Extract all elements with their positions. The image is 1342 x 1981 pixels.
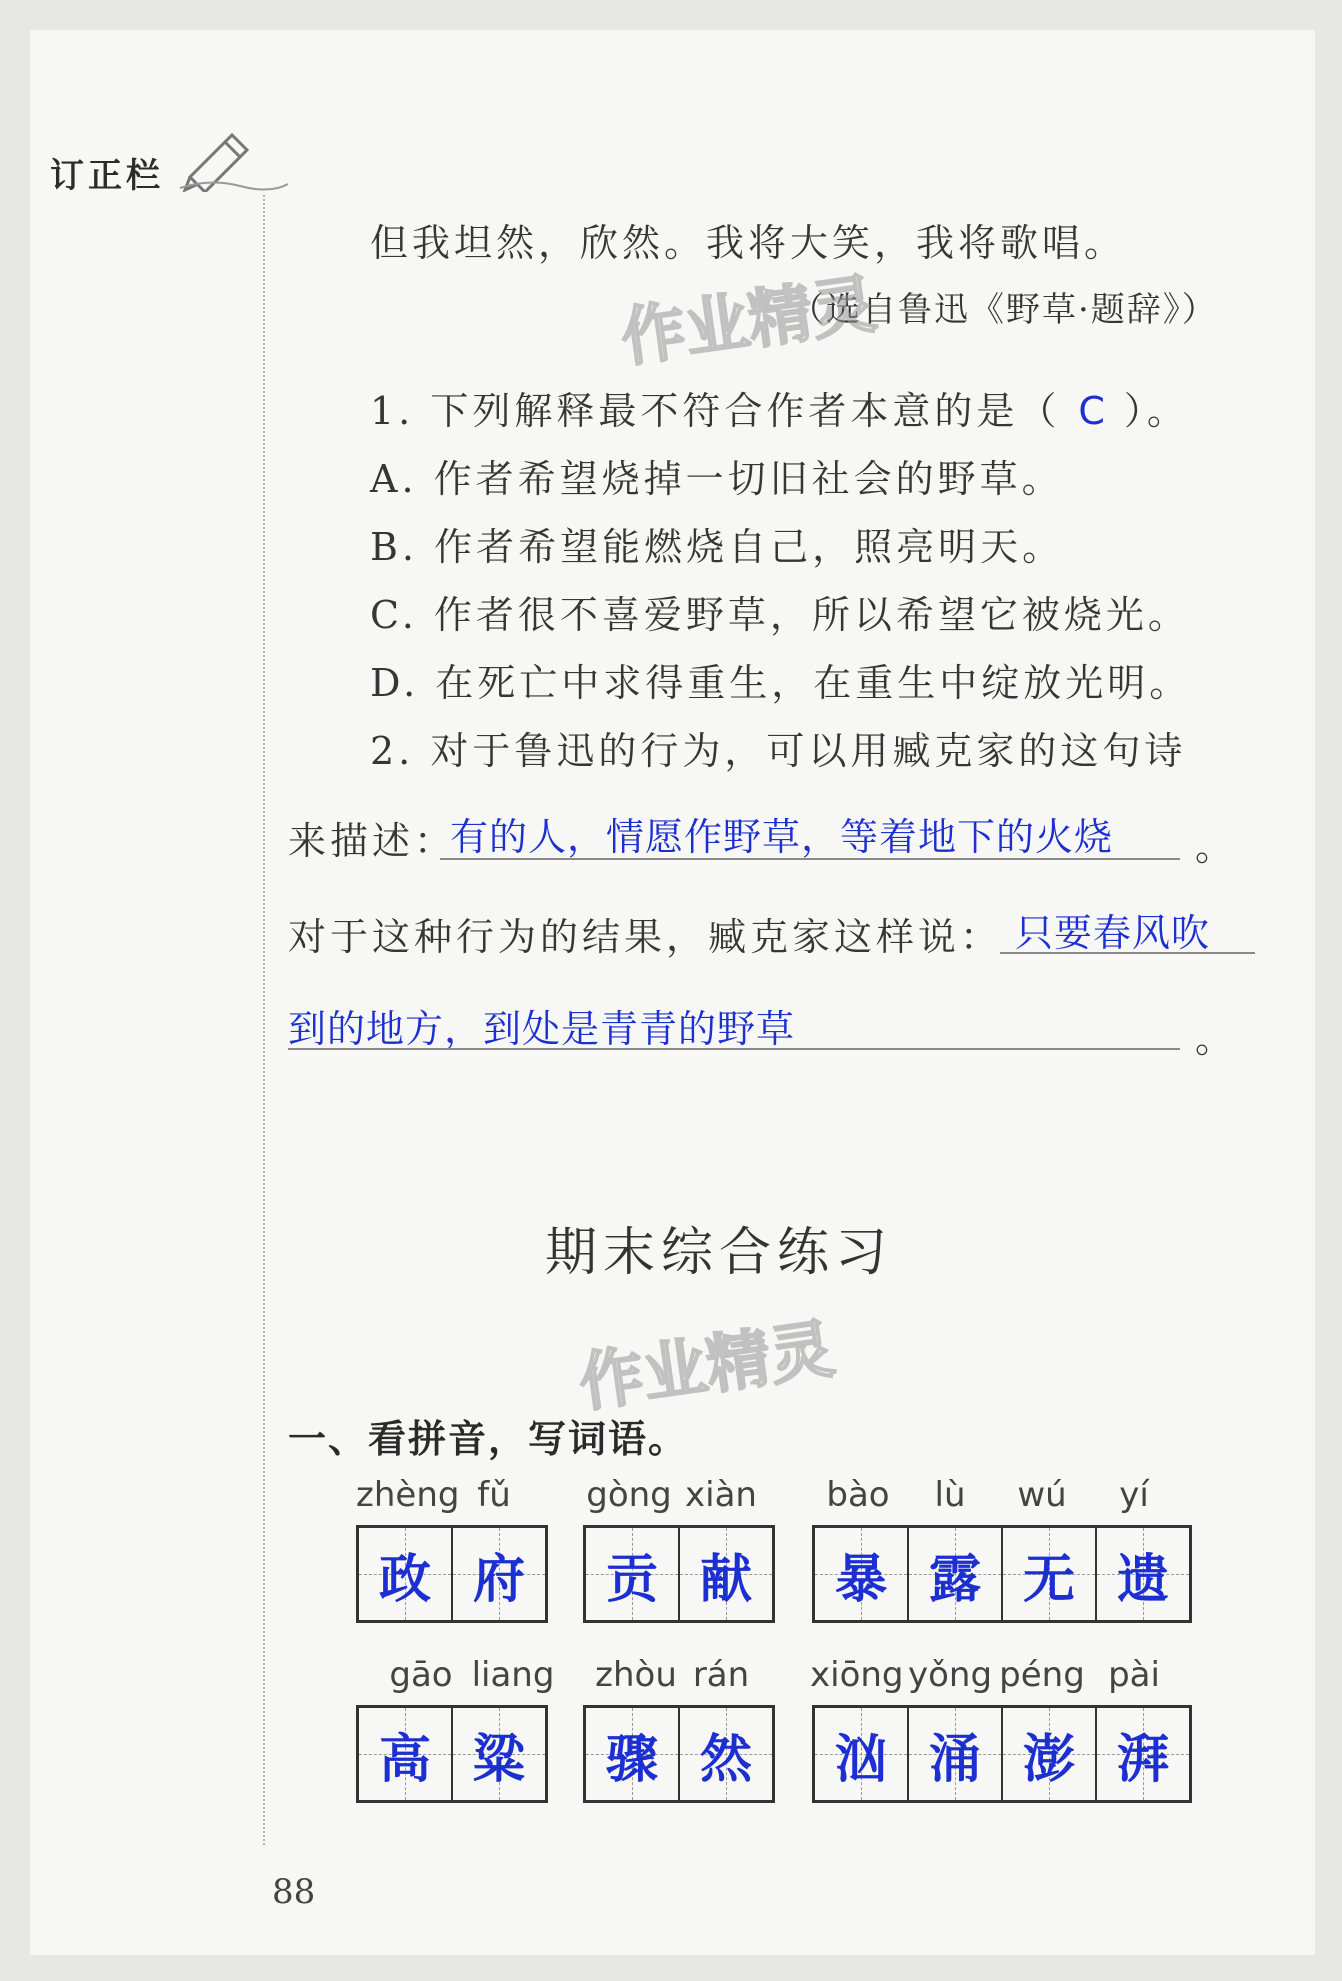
char-cell bbox=[451, 1528, 545, 1620]
pinyin-label: xiàn bbox=[685, 1475, 757, 1515]
char-cell bbox=[815, 1528, 907, 1620]
char-cell bbox=[586, 1528, 678, 1620]
watermark: 作业精灵 bbox=[616, 267, 881, 377]
written-char: 高 bbox=[378, 1728, 431, 1790]
char-cell bbox=[1095, 1708, 1189, 1800]
word-grid-gongxian bbox=[583, 1525, 775, 1623]
char-cell bbox=[907, 1708, 1001, 1800]
question-2-line1-prefix: 来描述： bbox=[288, 819, 457, 863]
written-char: 骤 bbox=[605, 1728, 658, 1790]
pinyin-label: lù bbox=[934, 1475, 966, 1515]
option-d: D. 在死亡中求得重生，在重生中绽放光明。 bbox=[370, 661, 1192, 705]
char-cell bbox=[815, 1708, 907, 1800]
question-1-answer: C bbox=[1078, 389, 1106, 433]
written-char: 粱 bbox=[472, 1728, 525, 1790]
pinyin-label: liang bbox=[471, 1655, 555, 1695]
pinyin-label: fǔ bbox=[477, 1475, 511, 1515]
char-cell bbox=[1095, 1528, 1189, 1620]
poem-last-line: 但我坦然，欣然。我将大笑，我将歌唱。 bbox=[370, 221, 1127, 265]
word-grid-zhouran bbox=[583, 1705, 775, 1803]
char-cell bbox=[586, 1708, 678, 1800]
pinyin-label: yí bbox=[1119, 1475, 1149, 1515]
question-1-stem bbox=[370, 380, 1189, 435]
answer-1-period: 。 bbox=[1195, 825, 1238, 869]
pinyin-label: zhòu bbox=[595, 1655, 677, 1695]
pinyin-label: wú bbox=[1017, 1475, 1067, 1515]
question-1-stem-text: 1. 下列解释最不符合作者本意的是（ bbox=[370, 389, 1061, 433]
pinyin-label: yǒng bbox=[907, 1655, 993, 1695]
question-2-answer-2-part2: 到的地方，到处是青青的野草 bbox=[288, 1007, 796, 1051]
written-char: 然 bbox=[699, 1728, 752, 1790]
pencil-icon bbox=[170, 122, 290, 192]
written-char: 汹 bbox=[834, 1728, 887, 1790]
pinyin-label: gāo bbox=[389, 1655, 453, 1695]
watermark-2: 作业精灵 bbox=[574, 1312, 839, 1422]
written-char: 政 bbox=[378, 1548, 431, 1610]
written-char: 涌 bbox=[928, 1728, 981, 1790]
option-b: B. 作者希望能燃烧自己，照亮明天。 bbox=[370, 525, 1065, 569]
written-char: 遗 bbox=[1116, 1548, 1169, 1610]
pinyin-label: xiōng bbox=[810, 1655, 904, 1695]
pinyin-label: bào bbox=[826, 1475, 890, 1515]
exercise-heading: 一、看拼音，写词语。 bbox=[288, 1417, 689, 1461]
char-cell bbox=[451, 1708, 545, 1800]
answer-2-underline-bottom bbox=[288, 1048, 1180, 1050]
question-2-answer-2-part1: 只要春风吹 bbox=[1015, 911, 1211, 955]
written-char: 贡 bbox=[605, 1548, 658, 1610]
workbook-page bbox=[30, 30, 1315, 1955]
word-grid-xiongyongpengpai bbox=[812, 1705, 1192, 1803]
written-char: 无 bbox=[1022, 1548, 1075, 1610]
pinyin-label: rán bbox=[692, 1655, 750, 1695]
option-c: C. 作者很不喜爱野草，所以希望它被烧光。 bbox=[370, 593, 1190, 637]
poem-source: （选自鲁迅《野草·题辞》） bbox=[790, 290, 1218, 330]
word-grid-gaoliang bbox=[356, 1705, 548, 1803]
pinyin-label: zhèng bbox=[356, 1475, 460, 1515]
char-cell bbox=[1001, 1708, 1095, 1800]
char-cell bbox=[907, 1528, 1001, 1620]
written-char: 暴 bbox=[834, 1548, 887, 1610]
pinyin-label: gòng bbox=[586, 1475, 672, 1515]
written-char: 献 bbox=[699, 1548, 752, 1610]
char-cell bbox=[359, 1708, 451, 1800]
correction-column-title: 订正栏 bbox=[50, 156, 164, 196]
question-2-line2-prefix: 对于这种行为的结果，臧克家这样说： bbox=[288, 915, 1003, 959]
question-1-stem-end: ）。 bbox=[1123, 389, 1189, 433]
char-cell bbox=[1001, 1528, 1095, 1620]
question-2-stem: 2. 对于鲁迅的行为，可以用臧克家的这句诗 bbox=[370, 729, 1187, 773]
section-title: 期末综合练习 bbox=[545, 1223, 894, 1283]
option-a: A. 作者希望烧掉一切旧社会的野草。 bbox=[370, 457, 1064, 501]
word-grid-baoluwuyi bbox=[812, 1525, 1192, 1623]
written-char: 澎 bbox=[1022, 1728, 1075, 1790]
pinyin-label: péng bbox=[999, 1655, 1085, 1695]
answer-1-underline bbox=[440, 858, 1180, 860]
page-number: 88 bbox=[272, 1872, 316, 1912]
margin-divider bbox=[263, 195, 265, 1845]
pinyin-label: pài bbox=[1108, 1655, 1160, 1695]
written-char: 露 bbox=[928, 1548, 981, 1610]
written-char: 湃 bbox=[1116, 1728, 1169, 1790]
question-2-answer-1: 有的人，情愿作野草，等着地下的火烧 bbox=[450, 815, 1114, 859]
written-char: 府 bbox=[472, 1548, 525, 1610]
char-cell bbox=[359, 1528, 451, 1620]
word-grid-zhengfu bbox=[356, 1525, 548, 1623]
char-cell bbox=[678, 1708, 772, 1800]
answer-2-underline-top bbox=[1000, 952, 1255, 954]
answer-2-period: 。 bbox=[1195, 1017, 1238, 1061]
char-cell bbox=[678, 1528, 772, 1620]
